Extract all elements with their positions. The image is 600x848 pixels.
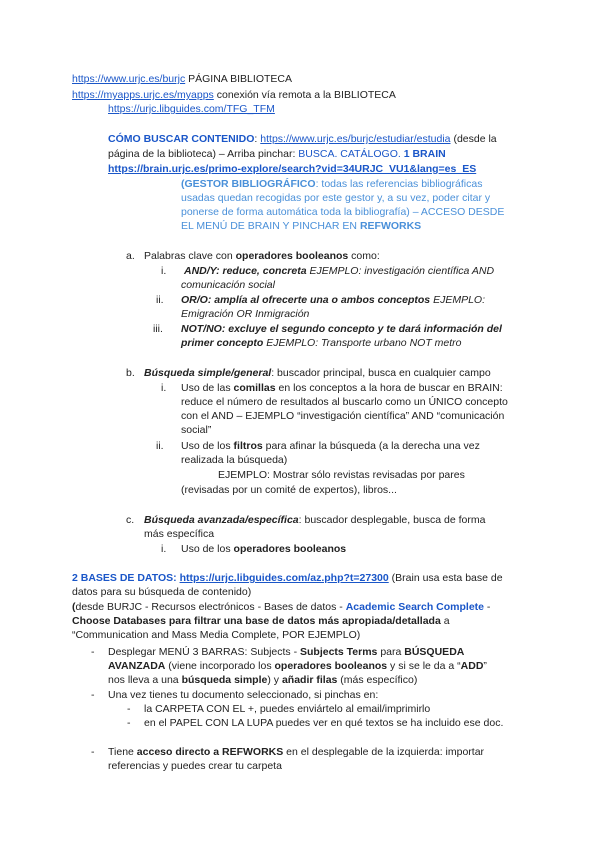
d1-2d: y si se le da a “: [387, 660, 461, 672]
comillas: comillas: [233, 382, 276, 394]
gestor-text-4: EL MENÚ DE BRAIN Y PINCHAR EN: [181, 220, 360, 232]
subdash-2: -: [127, 717, 131, 729]
or-example: EJEMPLO:: [430, 294, 486, 306]
d1-1c: para: [377, 646, 405, 658]
b-ii-1c: para afinar la búsqueda (a la derecha una vez: [262, 440, 480, 452]
d2-line: Una vez tienes tu documento seleccionado, si pinchas en:: [108, 689, 379, 701]
and-example-2: comunicación social: [181, 279, 275, 291]
d1-line-3: [108, 673, 417, 687]
d1-line-1: [108, 645, 464, 659]
academic-search-complete: Academic Search Complete: [345, 601, 485, 613]
tfg-link[interactable]: https://urjc.libguides.com/TFG_TFM: [108, 103, 275, 115]
d1-2f: ”: [483, 660, 487, 672]
refworks-label: REFWORKS: [359, 220, 422, 232]
marker-a-i: i.: [161, 265, 167, 277]
como-l2a: página de la biblioteca) – Arriba pinchar:: [108, 148, 299, 160]
c-i-a: Uso de los: [181, 543, 234, 555]
bases-title: 2 BASES DE DATOS:: [72, 572, 180, 584]
d1-3c: ) y: [267, 674, 282, 686]
como-l2b: BUSCA. CATÁLOGO.: [298, 148, 404, 160]
header-line-3: [108, 102, 275, 116]
biblioteca-link[interactable]: https://www.urjc.es/burjc: [72, 73, 186, 85]
acceso-refworks: acceso directo a REFWORKS: [136, 746, 284, 758]
d1-1a: Desplegar MENÚ 3 BARRAS: Subjects -: [108, 646, 300, 658]
como-line-3: [108, 162, 476, 176]
filtros: filtros: [233, 440, 263, 452]
a-i-line-1: [184, 264, 494, 278]
d1-3e: (más específico): [337, 674, 418, 686]
marker-c-i: i.: [161, 543, 167, 555]
d1-line-2: [108, 659, 487, 673]
b-line-1: [144, 366, 491, 380]
d1-3a: nos lleva a una: [108, 674, 182, 686]
como-l2c: 1 BRAIN: [403, 148, 446, 160]
a-iii-line-2: [181, 336, 462, 350]
not-operator-2: primer concepto: [181, 337, 264, 349]
busqueda-simple: Búsqueda simple/general: [144, 367, 272, 379]
b-i-line-2: reduce el número de resultados al buscarlo como un ÚNICO concepto: [181, 396, 508, 408]
gestor-line-2: usadas quedan recogidas por este gestor y, a su vez, poder citar y: [181, 192, 491, 204]
busqueda-simple-bold: búsqueda simple: [181, 674, 268, 686]
a-ii-line-2: [181, 307, 309, 321]
bases-line-3: [72, 600, 490, 614]
choose-databases: Choose Databases para filtrar una base de datos más apropiada/detallada: [72, 615, 441, 627]
dash-3: -: [91, 746, 95, 758]
brain-link[interactable]: https://brain.urjc.es/primo-explore/search?vid=34URJC_VU1&lang=es_ES: [108, 163, 477, 175]
dash-1: -: [91, 646, 95, 658]
c-line-1: [144, 513, 485, 527]
header-text-1: PÁGINA BIBLIOTECA: [185, 73, 292, 85]
c-text: : buscador desplegable, busca de forma: [298, 514, 486, 526]
marker-c: c.: [126, 514, 135, 526]
bases-line-2: datos para su búsqueda de contenido): [72, 586, 252, 598]
como-line-2: [108, 147, 446, 161]
b-i-line-3: con el AND – EJEMPLO “investigación científica” AND “comunicación: [181, 410, 505, 422]
gestor-text-1: : todas las referencias bibliográficas: [315, 178, 483, 190]
busqueda-bold: BÚSQUEDA: [404, 646, 465, 658]
subjects-terms: Subjects Terms: [299, 646, 378, 658]
b-i-1a: Uso de las: [181, 382, 234, 394]
d3a: Tiene: [108, 746, 137, 758]
bases-l4b: a: [440, 615, 450, 627]
libguides-az-link[interactable]: https://urjc.libguides.com/az.php?t=27300: [179, 572, 389, 584]
d3-line-2: referencias y puedes crear tu carpeta: [108, 760, 282, 772]
marker-b-i: i.: [161, 382, 167, 394]
s1-line: la CARPETA CON EL +, puedes enviártelo al email/imprimirlo: [144, 703, 431, 715]
a-text-1: Palabras clave con: [144, 250, 236, 262]
bases-l3b: desde BURJC - Recursos electrónicos - Bases de datos -: [75, 601, 346, 613]
header-text-2: conexión vía remota a la BIBLIOTECA: [213, 89, 396, 101]
a-ii-line-1: [181, 293, 485, 307]
c-line-2: más específica: [144, 528, 215, 540]
operadores-bold: operadores booleanos: [274, 660, 388, 672]
a-bold: operadores booleanos: [235, 250, 349, 262]
bases-l3d: -: [484, 601, 491, 613]
gestor-title: (GESTOR BIBLIOGRÁFICO: [181, 178, 316, 190]
add-bold: ADD: [460, 660, 484, 672]
dash-2: -: [91, 689, 95, 701]
como-colon: :: [254, 133, 261, 145]
como-after: (desde la: [450, 133, 497, 145]
c-i-line: [181, 542, 346, 556]
marker-a-ii: ii.: [156, 294, 164, 306]
gestor-line-1: [181, 177, 482, 191]
a-iii-line-1: [181, 322, 502, 336]
not-example: EJEMPLO: Transporte urbano NOT metro: [263, 337, 462, 349]
and-example: EJEMPLO: investigación científica AND: [306, 265, 495, 277]
marker-a: a.: [126, 250, 135, 262]
bases-line-1: [72, 571, 503, 585]
and-operator: AND/Y: reduce, concreta: [184, 265, 307, 277]
c-i-b: operadores booleanos: [233, 543, 347, 555]
gestor-line-3: ponerse de forma automática toda la bibliografía) – ACCESO DESDE: [181, 206, 505, 218]
b-text: : buscador principal, busca en cualquier campo: [271, 367, 491, 379]
busqueda-avanzada: Búsqueda avanzada/específica: [144, 514, 299, 526]
d1-2b: (viene incorporado los: [165, 660, 275, 672]
b-i-line-4: social”: [181, 424, 212, 436]
not-operator: NOT/NO: excluye el segundo concepto y te dará información del: [181, 323, 502, 335]
a-line-1: [144, 249, 380, 263]
subdash-1: -: [127, 703, 131, 715]
d3c: en el desplegable de la izquierda: importar: [283, 746, 485, 758]
bases-after: (Brain usa esta base de: [388, 572, 503, 584]
a-text-3: como:: [348, 250, 380, 262]
header-line-2: [72, 88, 396, 102]
bases-line-5: “Communication and Mass Media Complete, POR EJEMPLO): [72, 629, 361, 641]
gestor-line-4: [181, 219, 421, 233]
bases-line-4: [72, 614, 450, 628]
myapps-link[interactable]: https://myapps.urjc.es/myapps: [72, 89, 214, 101]
anadir-filas: añadir filas: [281, 674, 338, 686]
b-i-1c: en los conceptos a la hora de buscar en BRAIN:: [275, 382, 503, 394]
header-line-1: [72, 72, 292, 86]
a-i-line-2: [181, 278, 275, 292]
b-ii-1a: Uso de los: [181, 440, 234, 452]
bases-paren: (: [72, 601, 76, 613]
como-title: CÓMO BUSCAR CONTENIDO: [108, 133, 255, 145]
b-ii-line-1: [181, 439, 480, 453]
estudia-link[interactable]: https://www.urjc.es/burjc/estudiar/estudia: [260, 133, 451, 145]
como-line-1: [108, 132, 497, 146]
marker-b: b.: [126, 367, 135, 379]
b-i-line-1: [181, 381, 503, 395]
or-example-2: Emigración OR Inmigración: [181, 308, 310, 320]
b-ii-line-4: (revisadas por un comité de expertos), libros...: [181, 484, 397, 496]
b-ii-line-3: EJEMPLO: Mostrar sólo revistas revisadas por pares: [218, 469, 465, 481]
avanzada-bold: AVANZADA: [108, 660, 166, 672]
marker-a-iii: iii.: [153, 323, 163, 335]
marker-b-ii: ii.: [156, 440, 164, 452]
d3-line-1: [108, 745, 484, 759]
or-operator: OR/O: amplía al ofrecerte una o ambos conceptos: [181, 294, 431, 306]
s2-line: en el PAPEL CON LA LUPA puedes ver en qué textos se ha incluido ese doc.: [144, 717, 504, 729]
b-ii-line-2: realizada la búsqueda): [181, 454, 288, 466]
